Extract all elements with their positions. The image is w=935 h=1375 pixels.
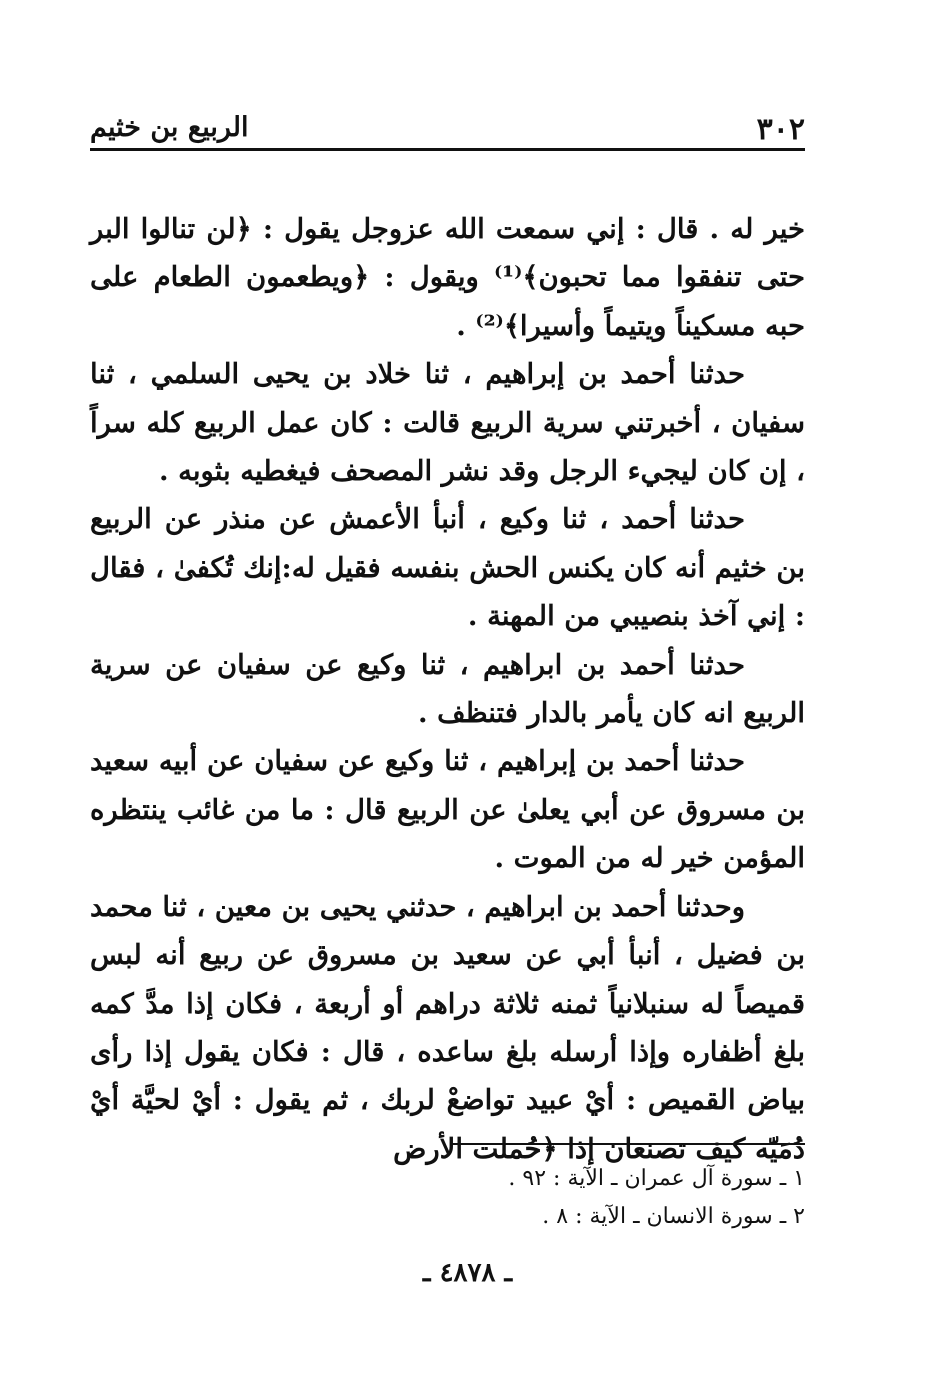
paragraph: حدثنا أحمد بن إبراهيم ، ثنا خلاد بن يحيى السلمي ، ثنا سفيان ، أخبرتني سرية الربيع قالت : كان عمل الربيع كله سراً ، إن كان ليجيء الرجل وقد نشر المصحف فيغطيه بثوبه . xyxy=(90,358,805,488)
paragraph: حدثنا أحمد بن ابراهيم ، ثنا وكيع عن سفيان عن سرية الربيع انه كان يأمر بالدار فتنظف . xyxy=(90,648,805,730)
paragraph: حدثنا أحمد ، ثنا وكيع ، أنبأ الأعمش عن منذر عن الربيع بن خثيم أنه كان يكنس الحش بنفسه فقيل له:إنك تُكفىٰ ، فقال : إني آخذ بنصيبي من المهنة . xyxy=(90,503,805,633)
footnotes xyxy=(90,1160,805,1236)
page-header xyxy=(90,108,805,151)
paragraph: خير له . قال : إني سمعت الله عزوجل يقول : ﴿لن تنالوا البر حتى تنفقوا مما تحبون﴾⁽¹⁾ ويقول : ﴿ويطعمون الطعام على حبه مسكيناً ويتيماً وأسيرا﴾⁽²⁾ . xyxy=(90,213,805,342)
page-number: ٣٠٢ xyxy=(756,112,805,147)
paragraph: وحدثنا أحمد بن ابراهيم ، حدثني يحيى بن معين ، ثنا محمد بن فضيل ، أنبأ أبي عن سعيد بن مسروق عن ربيع أنه لبس قميصاً له سنبلانياً ثمنه ثلاثة دراهم أو أربعة ، فكان إذا مدَّ كمه بلغ أظفاره وإذا أرسله بلغ ساعده ، قال : فكان يقول إذا رأى بياض القميص : أيْ عبيد تواضعْ لربك ، ثم يقول : أيْ لحيَّة أيْ دُمَيّه كيف تصنعان إذا ﴿حُملت الأرض xyxy=(90,890,805,1165)
footnote: ٢ ـ سورة الانسان ـ الآية : ٨ . xyxy=(542,1204,805,1229)
running-title: الربيع بن خثيم xyxy=(90,112,249,143)
footnote-divider xyxy=(450,1143,805,1145)
paragraph: حدثنا أحمد بن إبراهيم ، ثنا وكيع عن سفيان عن أبيه سعيد بن مسروق عن أبي يعلىٰ عن الربيع قال : ما من غائب ينتظره المؤمن خير له من الموت . xyxy=(90,745,805,875)
sequence-number: ـ ٤٨٧٨ ـ xyxy=(422,1258,513,1288)
footnote: ١ ـ سورة آل عمران ـ الآية : ٩٢ . xyxy=(508,1166,805,1191)
main-text xyxy=(90,205,805,1173)
